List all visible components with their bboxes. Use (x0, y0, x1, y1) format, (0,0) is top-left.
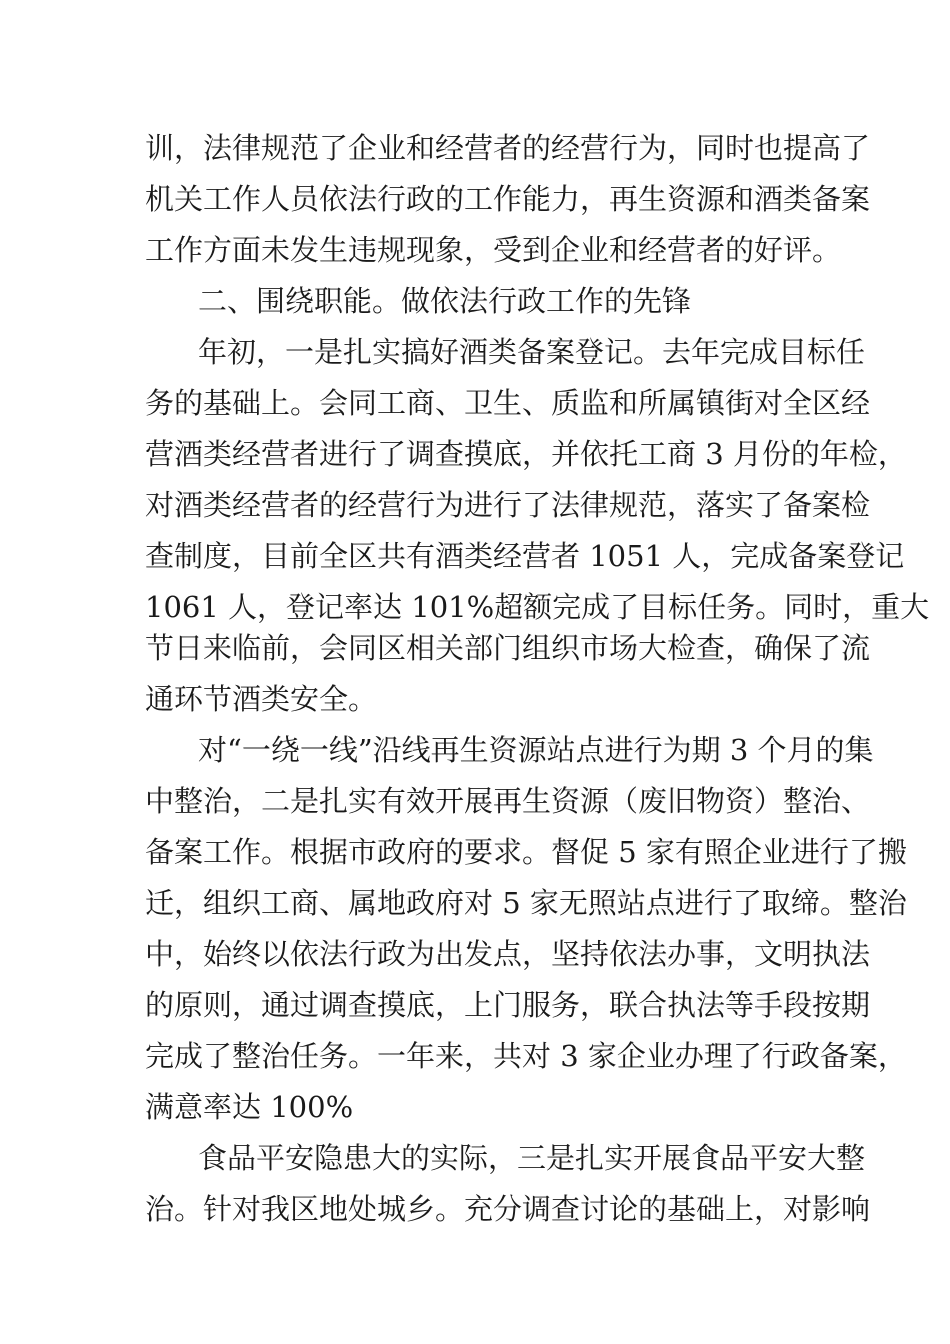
text-line: 营酒类经营者进行了调查摸底，并依托工商 3 月份的年检， (145, 437, 907, 471)
text-line: 治。针对我区地处城乡。充分调查讨论的基础上，对影响 (145, 1192, 871, 1226)
text-line: 务的基础上。会同工商、卫生、质监和所属镇街对全区经 (145, 386, 871, 420)
text-line: 食品平安隐患大的实际，三是扎实开展食品平安大整 (198, 1141, 866, 1175)
text-line: 训，法律规范了企业和经营者的经营行为，同时也提高了 (145, 131, 871, 165)
text-line: 机关工作人员依法行政的工作能力，再生资源和酒类备案 (145, 182, 871, 216)
section-heading: 二、围绕职能。做依法行政工作的先锋 (198, 284, 692, 318)
text-line: 中，始终以依法行政为出发点，坚持依法办事，文明执法 (145, 937, 871, 971)
text-line: 工作方面未发生违规现象，受到企业和经营者的好评。 (145, 233, 842, 267)
text-line: 年初，一是扎实搞好酒类备案登记。去年完成目标任 (198, 335, 866, 369)
text-line: 迁，组织工商、属地政府对 5 家无照站点进行了取缔。整治 (145, 886, 907, 920)
text-line: 中整治，二是扎实有效开展再生资源（废旧物资）整治、 (145, 784, 871, 818)
text-line: 对酒类经营者的经营行为进行了法律规范，落实了备案检 (145, 488, 871, 522)
text-line: 1061 人，登记率达 101%超额完成了目标任务。同时，重大 (145, 590, 930, 624)
text-line: 完成了整治任务。一年来，共对 3 家企业办理了行政备案， (145, 1039, 907, 1073)
text-line: 节日来临前，会同区相关部门组织市场大检查，确保了流 (145, 631, 871, 665)
text-line: 通环节酒类安全。 (145, 682, 378, 716)
text-line: 满意率达 100% (145, 1090, 354, 1124)
text-line: 对“一绕一线”沿线再生资源站点进行为期 3 个月的集 (198, 733, 874, 767)
text-line: 查制度，目前全区共有酒类经营者 1051 人，完成备案登记 (145, 539, 905, 573)
text-line: 的原则，通过调查摸底，上门服务，联合执法等手段按期 (145, 988, 871, 1022)
text-line: 备案工作。根据市政府的要求。督促 5 家有照企业进行了搬 (145, 835, 907, 869)
